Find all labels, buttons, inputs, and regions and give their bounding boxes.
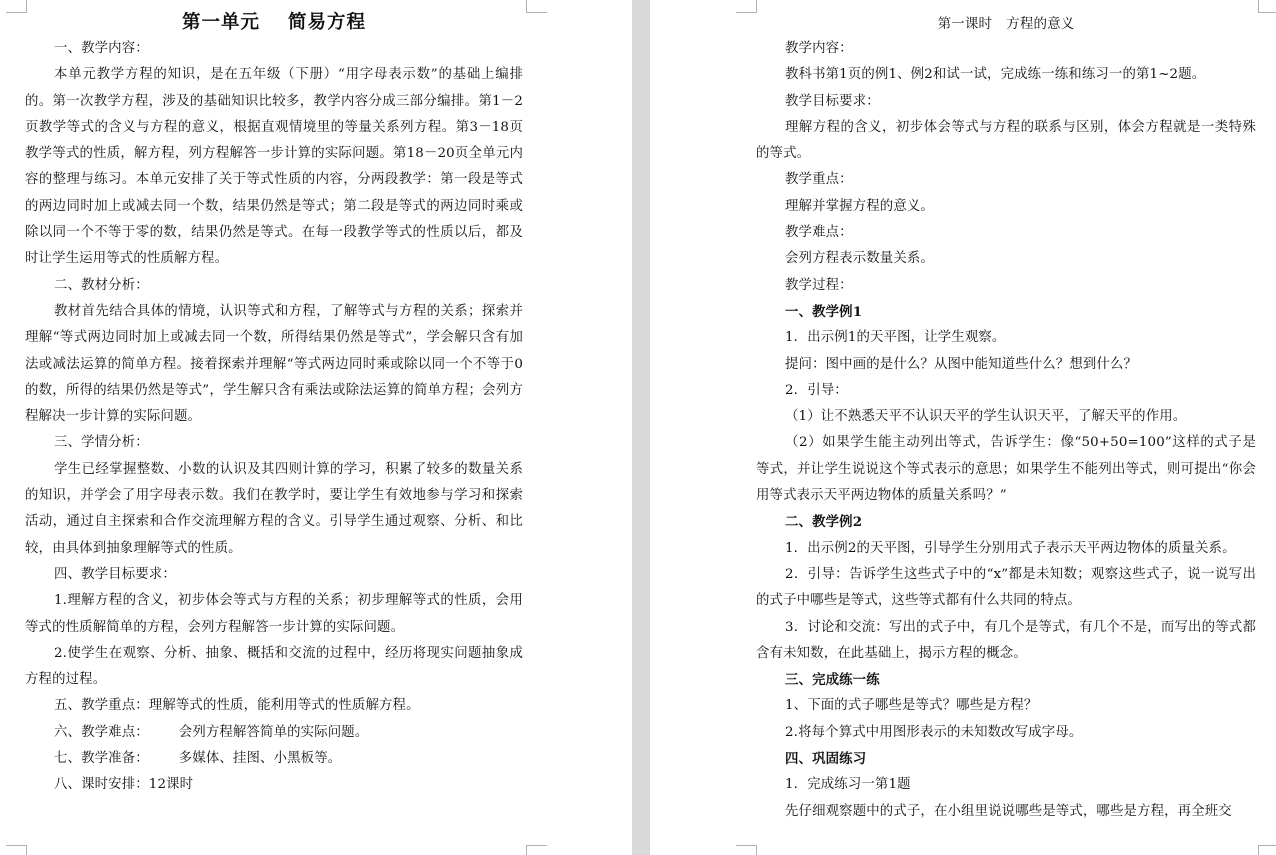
crop-mark-bottom-left: [6, 845, 27, 855]
lesson-step-heading: 四、巩固练习: [785, 751, 867, 768]
lesson-paragraph: 提问：图中画的是什么？从图中能知道些什么？想到什么？: [785, 356, 1138, 372]
lesson-paragraph: 2．引导：告诉学生这些式子中的“x”都是未知数；观察这些式子，说一说写出的式子中哪些是等式，这些等式都有什么共同的特点。: [756, 566, 1256, 609]
lesson-paragraph: 3．讨论和交流：写出的式子中，有几个是等式，有几个不是，而写出的等式都含有未知数，在此基础上，揭示方程的概念。: [756, 619, 1256, 661]
lesson-label: 教学目标要求：: [785, 93, 880, 109]
difficulty-line: 六、教学难点： 会列方程解答简单的实际问题。: [54, 724, 369, 740]
lesson-label: 教学重点：: [785, 172, 853, 188]
section-paragraph: 本单元教学方程的知识，是在五年级（下册）“用字母表示数”的基础上编排的。第一次教学方程，涉及的基础知识比较多，教学内容分成三部分编排。第1－2页教学等式的含义与方程的意义，根据直观情境里的等量关系列方程。第3－18页教学等式的性质，解方程，列方程解答一步计算的实际问题。第18－20页全单元内容的整理与练习。本单元安排了关于等式性质的内容，分两段教学：第一段是等式的两边同时加上或减去同一个数，结果仍然是等式；第二段是等式的两边同时乘或除以同一个不等于零的数，结果仍然是等式。在每一段教学等式的性质以后，都及时让学生运用等式的性质解方程。: [25, 67, 523, 267]
section-paragraph: 1.理解方程的含义，初步体会等式与方程的关系；初步理解等式的性质，会用等式的性质解简单的方程，会列方程解答一步计算的实际问题。: [25, 593, 523, 635]
lesson-label: 教学难点：: [785, 225, 853, 241]
section-heading: 二、教材分析：: [54, 277, 149, 293]
lesson-step-heading: 一、教学例1: [785, 303, 863, 320]
right-page-content: [756, 10, 1256, 825]
crop-mark-top-left: [736, 0, 757, 13]
lesson-paragraph: 1．出示例1的天平图，让学生观察。: [785, 330, 1006, 346]
section-heading: 一、教学内容：: [54, 41, 149, 56]
crop-mark-top-right: [526, 0, 547, 13]
crop-mark-bottom-right: [526, 845, 547, 855]
section-paragraph: 教材首先结合具体的情境，认识等式和方程，了解等式与方程的关系；探索并理解“等式两边同时加上或减去同一个数，所得结果仍然是等式”，学会解只含有加法或减法运算的简单方程。接着探索并理解“等式两边同时乘或除以同一个不等于0的数，所得的结果仍然是等式”，学生解只含有乘法或除法运算的简单方程；会列方程解决一步计算的实际问题。: [25, 303, 523, 425]
unit-title: 第一单元 简易方程: [181, 12, 367, 33]
key-point-line: 五、教学重点：理解等式的性质，能利用等式的性质解方程。: [54, 698, 420, 714]
lesson-paragraph: 会列方程表示数量关系。: [785, 251, 934, 267]
crop-mark-bottom-right: [1258, 845, 1276, 855]
lesson-label: 教学过程：: [785, 277, 853, 293]
lesson-paragraph: 理解并掌握方程的意义。: [785, 198, 934, 214]
right-page: [650, 0, 1276, 855]
schedule-line: 八、课时安排：12课时: [54, 777, 194, 793]
section-paragraph: 2.使学生在观察、分析、抽象、概括和交流的过程中，经历将现实问题抽象成方程的过程。: [25, 645, 523, 688]
lesson-paragraph: （1）让不熟悉天平不认识天平的学生认识天平，了解天平的作用。: [785, 409, 1187, 425]
section-heading: 四、教学目标要求：: [54, 566, 176, 582]
lesson-paragraph: 理解方程的含义，初步体会等式与方程的联系与区别，体会方程就是一类特殊的等式。: [756, 119, 1256, 162]
crop-mark-bottom-left: [736, 845, 757, 855]
lesson-paragraph: 2.将每个算式中用图形表示的未知数改写成字母。: [785, 724, 1083, 740]
lesson-paragraph: 先仔细观察题中的式子，在小组里说说哪些是等式，哪些是方程，再全班交: [785, 803, 1232, 819]
left-page-content: [25, 10, 523, 799]
crop-mark-top-right: [1258, 0, 1276, 13]
crop-mark-top-left: [6, 0, 27, 13]
section-heading: 三、学情分析：: [54, 435, 149, 451]
lesson-paragraph: 教科书第1页的例1、例2和试一试，完成练一练和练习一的第1~2题。: [785, 67, 1206, 83]
page-gutter: [632, 0, 650, 855]
lesson-step-heading: 二、教学例2: [785, 514, 863, 531]
lesson-paragraph: 2．引导：: [785, 382, 848, 398]
section-paragraph: 学生已经掌握整数、小数的认识及其四则计算的学习，积累了较多的数量关系的知识，并学会了用字母表示数。我们在教学时，要让学生有效地参与学习和探索活动，通过自主探索和合作交流理解方程的含义。引导学生通过观察、分析、和比较，由具体到抽象理解等式的性质。: [25, 461, 523, 556]
lesson-body: [756, 36, 1256, 825]
lesson-paragraph: 1．完成练习一第1题: [785, 777, 911, 793]
lesson-paragraph: 1、下面的式子哪些是等式？哪些是方程？: [785, 698, 1038, 714]
lesson-paragraph: （2）如果学生能主动列出等式，告诉学生：像“50+50=100”这样的式子是等式，并让学生说说这个等式表示的意思；如果学生不能列出等式，则可提出“你会用等式表示天平两边物体的质量关系吗？”: [756, 435, 1256, 504]
lesson-step-heading: 三、完成练一练: [785, 672, 880, 689]
lesson-title: 第一课时 方程的意义: [937, 16, 1075, 32]
left-page: [0, 0, 632, 855]
preparation-line: 七、教学准备： 多媒体、挂图、小黑板等。: [54, 751, 342, 767]
lesson-paragraph: 1．出示例2的天平图，引导学生分别用式子表示天平两边物体的质量关系。: [785, 540, 1236, 556]
lesson-label: 教学内容：: [785, 41, 853, 56]
